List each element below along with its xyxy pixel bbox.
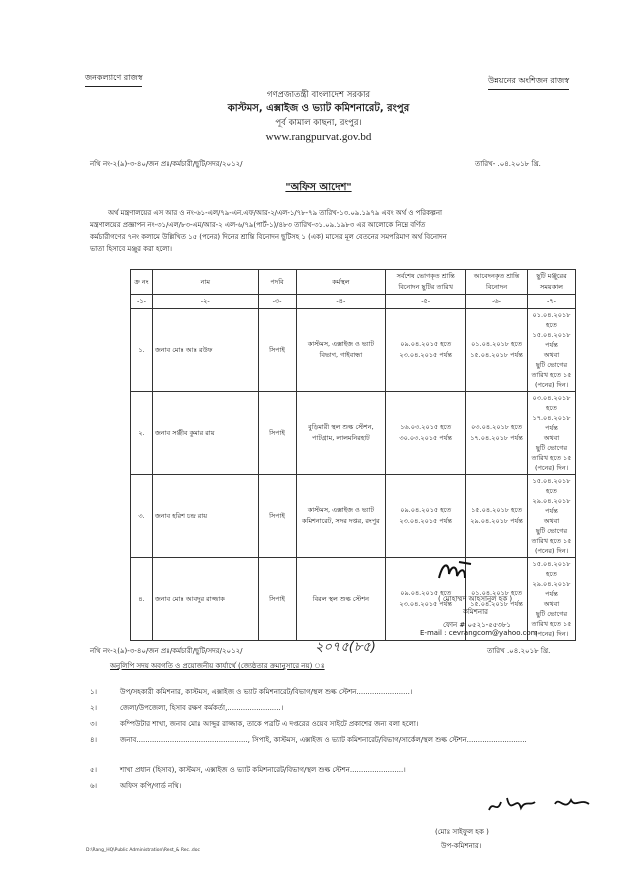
station-cell: কাস্টমস, এক্সাইজ ও ভ্যাট বিভাগ, গাইবান্ধা bbox=[296, 309, 386, 392]
footer-path: D:\Rang_HQ\Public Administration\Rest_& Rec..doc bbox=[86, 848, 200, 853]
applied-cell: ০৩.০৪.২০১৮ হতে ১৭.০৪.২০১৮ পর্যন্ত bbox=[466, 392, 528, 475]
deputy-name: (মোঃ সাইফুল হক ) bbox=[435, 828, 489, 836]
applied-cell: ০১.০৪.২০১৮ হতে ১৫.০৪.২০১৮ পর্যন্ত bbox=[466, 309, 528, 392]
handwritten-number: ২০৭৫(৮৫) bbox=[315, 640, 376, 655]
list-item bbox=[90, 718, 600, 734]
name-cell: জনাব মোঃ আবদুর রাজ্জাক bbox=[152, 558, 258, 641]
last-leave-cell: ১৬.০৩.২০১৫ হতে ৩০.০৩.২০১৫ পর্যন্ত bbox=[386, 392, 466, 475]
sanction-line: ১৫.০৪.২০১৮ হতে bbox=[532, 477, 571, 495]
table-row bbox=[131, 392, 576, 475]
station-cell: বিরল স্থল শুল্ক স্টেশন bbox=[296, 558, 386, 641]
index-row bbox=[131, 295, 576, 309]
commissioner-title: কমিশনার bbox=[463, 608, 488, 616]
sl-cell: ২. bbox=[131, 392, 153, 475]
commissioner-phone: ফোন # ০৫২১-৫৫৩৮১ bbox=[443, 621, 511, 629]
name-cell: জনাব মোঃ আঃ রউফ bbox=[152, 309, 258, 392]
sanction-line: ১৫.০৪.২০১৮ হতে bbox=[532, 560, 571, 578]
deputy-title: উপ-কমিশনার। bbox=[441, 842, 482, 850]
sanction-cell bbox=[527, 475, 575, 558]
file-date: তারিখ- .০৪.২০১৮ খ্রি. bbox=[475, 160, 541, 168]
list-item bbox=[90, 734, 600, 764]
applied-cell: ০১.০৪.২০১৮ হতে ১৫.০৪.২০১৮ পর্যন্ত bbox=[466, 558, 528, 641]
sanction-line: (পনের) দিন। bbox=[534, 464, 569, 472]
body-line: কর্মচারীগণের ৭নং কলামে উল্লিখিত ১৫ (পনের) দিনের শ্রান্তি বিনোদন ছুটিসহ ১ (এক) মাসের মূল বেতনের সমপরিমাণ অর্থ বিনোদন bbox=[90, 233, 447, 241]
copy-heading: অনুলিপি সদয় অবগতি ও প্রয়োজনীয় কার্যার্থে (জ্যেষ্ঠতার ক্রমানুসারে নয়) ঃ bbox=[110, 662, 325, 670]
list-item bbox=[90, 764, 600, 780]
order-title: "অফিস আদেশ" bbox=[285, 182, 352, 193]
post-cell: সিপাই bbox=[258, 558, 296, 641]
last-leave-cell: ০৯.০৪.২০১৫ হতে ২৩.০৪.২০১৫ পর্যন্ত bbox=[386, 309, 466, 392]
sanction-line: ২৯.০৪.২০১৮ পর্যন্ত bbox=[532, 580, 571, 598]
gov-name: গণপ্রজাতন্ত্রী বাংলাদেশ সরকার bbox=[266, 90, 371, 100]
commissioner-name: ( মোহাম্মদ আহসানুল হক ) bbox=[438, 595, 513, 603]
item-text: শাখা প্রধান (হিসাব), কাস্টমস, এক্সাইজ ও ভ্যাট কমিশনারেট/বিভাগ/স্থল শুল্ক স্টেশন........................। bbox=[120, 766, 406, 774]
item-text: জেলা/উপজেলা, হিসাব রক্ষণ কর্মকর্তা,........................। bbox=[120, 704, 284, 712]
leave-table bbox=[130, 269, 576, 641]
sanction-line: ছুটি ভোগের তারিখ হতে ১৫ bbox=[531, 444, 572, 462]
index-cell: -৪- bbox=[296, 295, 386, 309]
post-cell: সিপাই bbox=[258, 392, 296, 475]
table-header bbox=[131, 270, 576, 295]
body-line: মন্ত্রণালয়ের প্রজ্ঞাপন নং-৩১/এল/৮৩-এম/আর-২ এল-৬/৭৯(পার্ট-১)/৪৮৩ তারিখ-৩১.০৯.১৯৮৩ এর আলোকে নিম্নে বর্ণিত bbox=[90, 221, 426, 229]
commissioner-signature bbox=[435, 558, 477, 588]
sanction-cell bbox=[527, 309, 575, 392]
body-line: ভাতা হিসাবে মঞ্জুর করা হলো। bbox=[90, 245, 172, 253]
post-cell: সিপাই bbox=[258, 475, 296, 558]
list-item bbox=[90, 702, 600, 718]
commissioner-email[interactable]: E-mail : cevrangcom@yahoo.com bbox=[420, 629, 538, 637]
sanction-line: ছুটি ভোগের তারিখ হতে ১৫ bbox=[531, 361, 572, 379]
item-text: অফিস কপি/গার্ড নথি। bbox=[120, 782, 182, 790]
table-row bbox=[131, 309, 576, 392]
item-text: কম্পিউটার শাখা, জনাব মোঃ আব্দুর রাজ্জাক, তাকে পত্রটি এ দপ্তরের ওয়েব সাইটে প্রকাশের জন্য বলা হলো। bbox=[120, 720, 419, 728]
name-cell: জনাব সঞ্জীব কুমার রায় bbox=[152, 392, 258, 475]
office-name: কাস্টমস, এক্সাইজ ও ভ্যাট কমিশনারেট, রংপুর bbox=[227, 103, 410, 114]
sanction-line: (পনের) দিন। bbox=[534, 381, 569, 389]
item-text: জনাব.................................................., সিপাই, কাস্টমস, এক্সাইজ ও ভ্যাট কমিশনারেট/বিভাগ/সার্কেল/স্থল শুল্ক স্টেশন........................... bbox=[120, 736, 527, 744]
col-header: আবেদনকৃত শ্রান্তি বিনোদন bbox=[466, 270, 528, 295]
sanction-line: ২৯.০৪.২০১৮ পর্যন্ত bbox=[532, 497, 571, 515]
item-number: ৫। bbox=[90, 766, 98, 774]
sanction-line: ০১.০৪.২০১৮ হতে bbox=[532, 311, 571, 329]
office-address: পূর্ব কামাল কাছনা, রংপুর। bbox=[275, 118, 362, 128]
item-number: ৪। bbox=[90, 736, 98, 744]
sanction-line: অথবা bbox=[543, 351, 560, 359]
sanction-line: ০৩.০৪.২০১৮ হতে bbox=[532, 394, 571, 412]
item-number: ৩। bbox=[90, 720, 98, 728]
index-cell: -১- bbox=[131, 295, 153, 309]
sanction-line: ছুটি ভোগের তারিখ হতে ১৫ bbox=[531, 610, 572, 628]
left-tag: জনকল্যাণে রাজস্ব bbox=[85, 72, 142, 87]
copy-file-number: নথি নং-২(৯)-৩-৪০/জন প্রঃ/কর্মচারী/ছুটি/সদর/২০১২/ bbox=[90, 647, 243, 655]
post-cell: সিপাই bbox=[258, 309, 296, 392]
item-number: ৬। bbox=[90, 782, 98, 790]
name-cell: জনাব হরিশ চন্দ্র রায় bbox=[152, 475, 258, 558]
last-leave-cell: ০৯.০৪.২০১৫ হতে ২৩.০৪.২০১৫ পর্যন্ত bbox=[386, 558, 466, 641]
copy-list bbox=[90, 686, 600, 796]
sanction-line: (পনের) দিন। bbox=[534, 547, 569, 555]
sanction-line: ১৭.০৪.২০১৮ পর্যন্ত bbox=[532, 414, 571, 432]
sanction-line: ছুটি ভোগের তারিখ হতে ১৫ bbox=[531, 527, 572, 545]
sanction-cell bbox=[527, 392, 575, 475]
item-number: ১। bbox=[90, 688, 98, 696]
order-body bbox=[90, 207, 590, 255]
body-line: অর্থ মন্ত্রণালয়ের এস আর ও নং-৬১-এল/৭৯-এন.এফ/আর-২/এল-১/৭৮-৭৯ তারিখ-১৩.০৯.১৯৭৯ এবং অর্থ ও পরিকল্পনা bbox=[108, 209, 442, 217]
station-cell: বুড়িমারী স্থল শুল্ক স্টেশন, পাটগ্রাম, লালমনিরহাট bbox=[296, 392, 386, 475]
index-cell: -২- bbox=[152, 295, 258, 309]
sanction-line: ১৫.০৪.২০১৮ পর্যন্ত bbox=[532, 331, 571, 349]
last-leave-cell: ০৯.০৪.২০১৫ হতে ২৩.০৪.২০১৫ পর্যন্ত bbox=[386, 475, 466, 558]
col-header: নাম bbox=[152, 270, 258, 295]
deputy-signature bbox=[485, 790, 595, 820]
sanction-line: অথবা bbox=[543, 434, 560, 442]
col-header: পদবি bbox=[258, 270, 296, 295]
sanction-line: অথবা bbox=[543, 600, 560, 608]
sl-cell: ৪. bbox=[131, 558, 153, 641]
sanction-line: অথবা bbox=[543, 517, 560, 525]
sl-cell: ১. bbox=[131, 309, 153, 392]
station-cell: কাস্টমস, এক্সাইজ ও ভ্যাট কমিশনারেট, সদর দপ্তর, রংপুর bbox=[296, 475, 386, 558]
index-cell: -৬- bbox=[466, 295, 528, 309]
list-item bbox=[90, 686, 600, 702]
col-header: সর্বশেষ ভোগকৃত শ্রান্তি বিনোদন ছুটির তারিখ bbox=[386, 270, 466, 295]
item-number: ২। bbox=[90, 704, 98, 712]
index-cell: -৭- bbox=[527, 295, 575, 309]
index-cell: -৩- bbox=[258, 295, 296, 309]
col-header: ক্র নং bbox=[131, 270, 153, 295]
applied-cell: ১৫.০৪.২০১৮ হতে ২৯.০৪.২০১৮ পর্যন্ত bbox=[466, 475, 528, 558]
sl-cell: ৩. bbox=[131, 475, 153, 558]
index-cell: -৫- bbox=[386, 295, 466, 309]
file-number: নথি নং-২(৯)-৩-৪০/জন প্রঃ/কর্মচারী/ছুটি/সদর/২০১২/ bbox=[90, 160, 243, 168]
copy-date: তারিখ .০৪.২০১৮ খ্রি. bbox=[487, 647, 551, 655]
col-header: ছুটি মঞ্জুরের সময়কাল bbox=[527, 270, 575, 295]
col-header: কর্মস্থল bbox=[296, 270, 386, 295]
right-tag: উন্নয়নের অংশিজন রাজস্ব bbox=[488, 75, 569, 90]
table-row bbox=[131, 475, 576, 558]
sanction-line: (পনের) দিন। bbox=[534, 630, 569, 638]
item-text: উপ/সহকারী কমিশনার, কাস্টমস, এক্সাইজ ও ভ্যাট কমিশনারেট/বিভাগ/স্থল শুল্ক স্টেশন........................। bbox=[120, 688, 413, 696]
website[interactable]: www.rangpurvat.gov.bd bbox=[265, 131, 372, 143]
